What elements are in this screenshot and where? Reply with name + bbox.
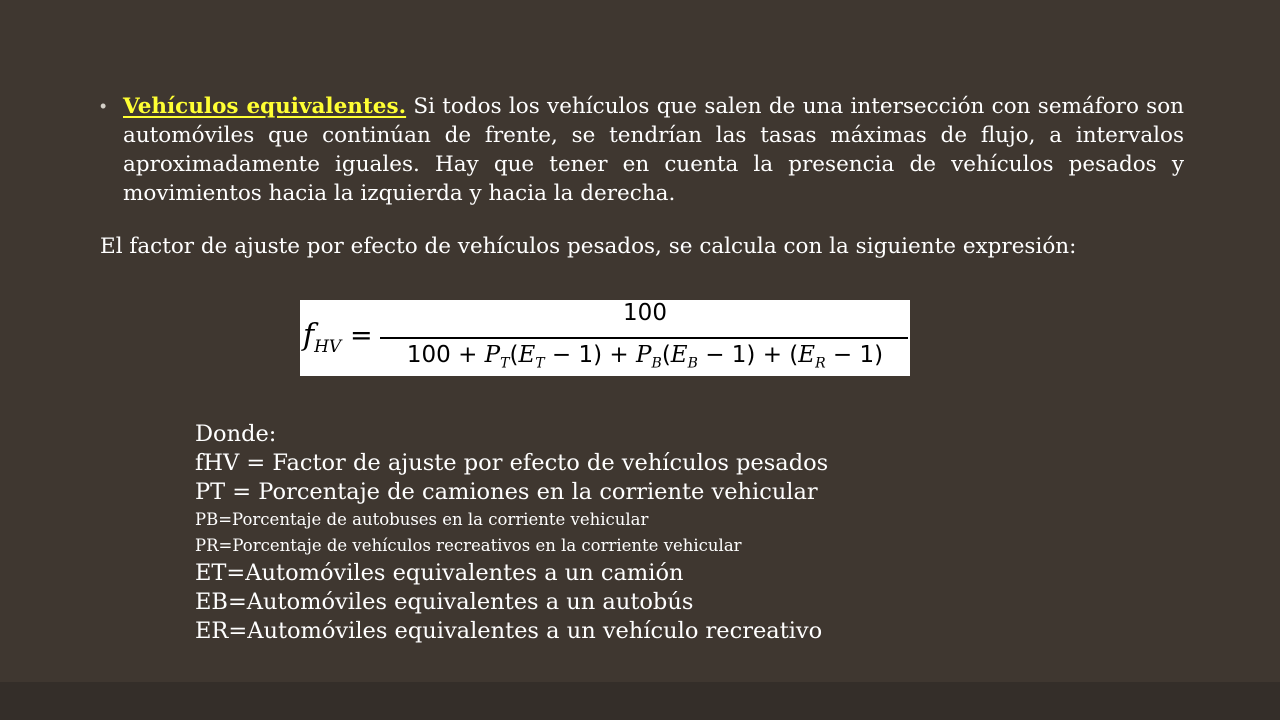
definition-pt: PT = Porcentaje de camiones en la corriente vehicular bbox=[195, 479, 818, 505]
definitions-heading: Donde: bbox=[195, 421, 277, 447]
definition-er: ER=Automóviles equivalentes a un vehículo recreativo bbox=[195, 618, 823, 644]
den-eb-sub: B bbox=[687, 355, 698, 372]
den-et-open: ( bbox=[509, 342, 519, 368]
den-et-symbol: E bbox=[518, 342, 536, 368]
den-et-close: − 1) + bbox=[544, 342, 637, 368]
den-et-sub: T bbox=[535, 355, 545, 372]
definition-eb: EB=Automóviles equivalentes a un autobús bbox=[195, 589, 694, 615]
definitions-list bbox=[195, 420, 828, 646]
bullet-paragraph bbox=[100, 92, 1184, 208]
den-er-sub: R bbox=[815, 355, 826, 372]
den-er-symbol: E bbox=[798, 342, 816, 368]
den-eb-open: ( bbox=[661, 342, 671, 368]
formula-numerator: 100 bbox=[623, 300, 667, 326]
definition-pb: PB=Porcentaje de autobuses en la corriente vehicular bbox=[195, 510, 649, 529]
bullet-text bbox=[123, 92, 1184, 208]
den-pb-sub: B bbox=[651, 355, 662, 372]
formula-denominator bbox=[380, 342, 910, 372]
footer-band bbox=[0, 682, 1280, 720]
formula-lhs-symbol: f bbox=[303, 318, 315, 353]
den-pt-sub: T bbox=[500, 355, 510, 372]
formula-lhs-sub: HV bbox=[314, 337, 342, 357]
bullet-term: Vehículos equivalentes. bbox=[123, 94, 407, 119]
definition-et: ET=Automóviles equivalentes a un camión bbox=[195, 560, 684, 586]
den-constant: 100 + bbox=[406, 342, 485, 368]
bullet-dot-icon: • bbox=[100, 96, 107, 116]
formula-equals: = bbox=[350, 320, 373, 351]
intro-sentence: El factor de ajuste por efecto de vehículos pesados, se calcula con la siguiente expresión: bbox=[100, 234, 1077, 259]
bullet-body: Si todos los vehículos que salen de una intersección con semáforo son automóviles que continúan de frente, se tendrían las tasas máximas de flujo, a intervalos aproximadamente iguales. Hay que tener en cuenta la presencia de vehículos pesados y movimientos hacia la izquierda y hacia la derecha. bbox=[123, 94, 1185, 206]
formula-lhs bbox=[303, 318, 341, 357]
definition-pr: PR=Porcentaje de vehículos recreativos en la corriente vehicular bbox=[195, 536, 742, 555]
definition-fhv: fHV = Factor de ajuste por efecto de vehículos pesados bbox=[195, 450, 829, 476]
den-eb-close: − 1) + ( bbox=[697, 342, 799, 368]
formula-image bbox=[300, 300, 910, 376]
den-er-close: − 1) bbox=[825, 342, 884, 368]
den-pb-symbol: P bbox=[636, 342, 652, 368]
den-eb-symbol: E bbox=[670, 342, 688, 368]
formula-fraction-bar bbox=[380, 337, 908, 339]
den-pt-symbol: P bbox=[484, 342, 501, 368]
